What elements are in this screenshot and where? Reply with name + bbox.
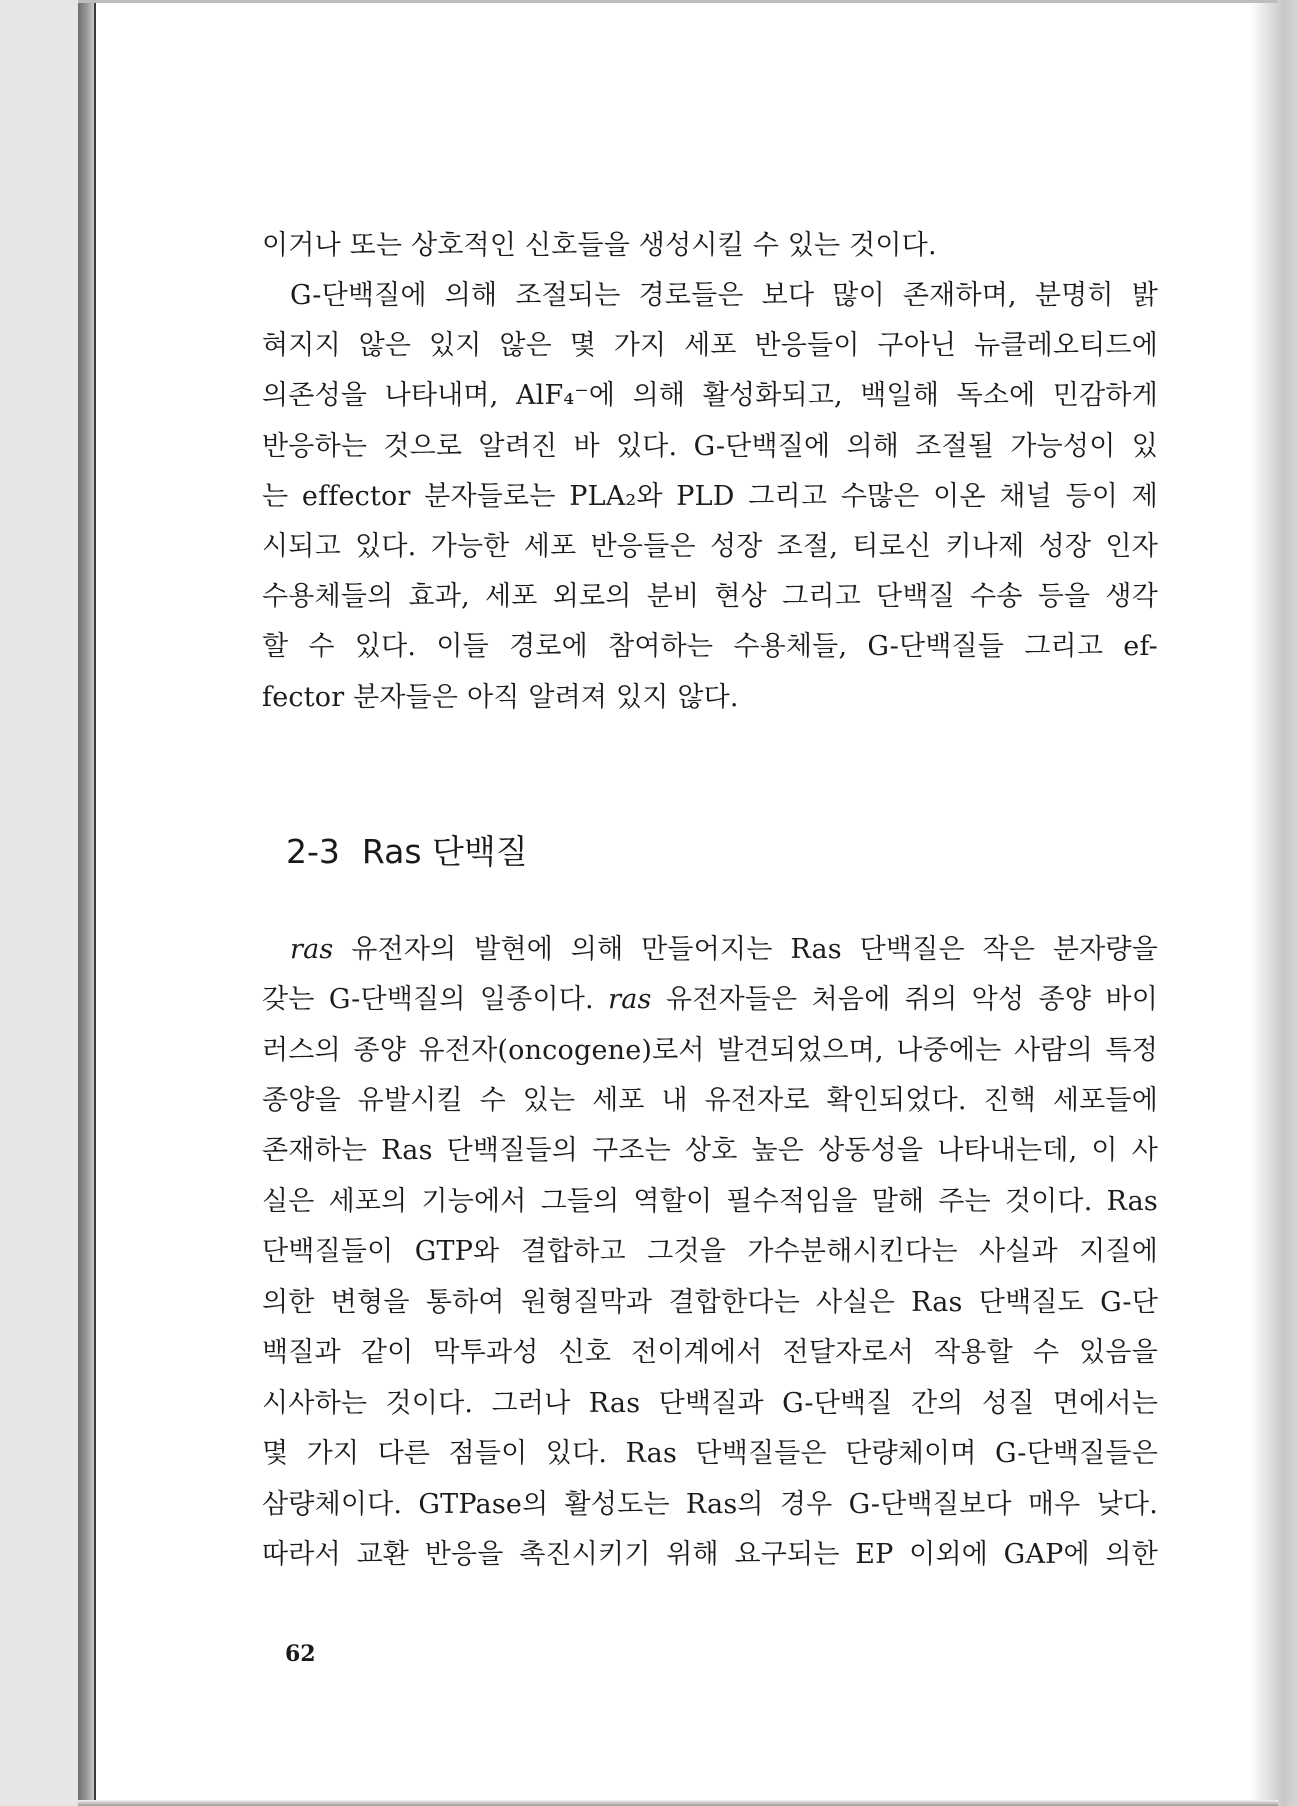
paragraph-3-line-5: 존재하는 Ras 단백질들의 구조는 상호 높은 상동성을 나타내는데, 이 사 bbox=[262, 1135, 1158, 1166]
paragraph-2-line-6: 시되고 있다. 가능한 세포 반응들은 성장 조절, 티로신 키나제 성장 인자 bbox=[262, 531, 1158, 562]
paragraph-3-line-2 bbox=[262, 978, 1158, 1022]
paragraph-3-line-2-text: 유전자들은 처음에 쥐의 악성 종양 바이 bbox=[651, 984, 1158, 1015]
paragraph-3-line-8: 의한 변형을 통하여 원형질막과 결합한다는 사실은 Ras 단백질도 G-단 bbox=[262, 1287, 1158, 1318]
paragraph-3-line-2-start: 갖는 G-단백질의 일종이다. bbox=[262, 984, 609, 1015]
paragraph-3-line-7: 단백질들이 GTP와 결합하고 그것을 가수분해시킨다는 사실과 지질에 bbox=[262, 1236, 1158, 1267]
bottom-page-edge bbox=[78, 1800, 1278, 1806]
paragraph-3-line-6: 실은 세포의 기능에서 그들의 역할이 필수적임을 말해 주는 것이다. Ras bbox=[262, 1186, 1158, 1217]
page-number: 62 bbox=[285, 1641, 316, 1667]
paragraph-3-line-4: 종양을 유발시킬 수 있는 세포 내 유전자로 확인되었다. 진핵 세포들에 bbox=[262, 1085, 1158, 1116]
paragraph-3-line-11: 몇 가지 다른 점들이 있다. Ras 단백질들은 단량체이며 G-단백질들은 bbox=[262, 1438, 1158, 1469]
paragraph-2-line-8: 할 수 있다. 이들 경로에 참여하는 수용체들, G-단백질들 그리고 ef- bbox=[262, 631, 1158, 662]
paragraph-3-line-3: 러스의 종양 유전자(oncogene)로서 발견되었으며, 나중에는 사람의 특정 bbox=[262, 1035, 1158, 1066]
paragraph-3-line-10: 시사하는 것이다. 그러나 Ras 단백질과 G-단백질 간의 성질 면에서는 bbox=[262, 1388, 1158, 1419]
paragraph-3-line-1 bbox=[290, 928, 1158, 972]
paragraph-3-line-12: 삼량체이다. GTPase의 활성도는 Ras의 경우 G-단백질보다 매우 낮다. bbox=[262, 1489, 1158, 1520]
paragraph-2-line-4: 반응하는 것으로 알려진 바 있다. G-단백질에 의해 조절될 가능성이 있 bbox=[262, 431, 1158, 462]
section-number: 2-3 bbox=[286, 832, 340, 871]
right-gutter-shadow bbox=[1250, 0, 1298, 1806]
paragraph-1-line-1: 이거나 또는 상호적인 신호들을 생성시킬 수 있는 것이다. bbox=[262, 230, 937, 261]
paragraph-2-line-3: 의존성을 나타내며, AlF₄⁻에 의해 활성화되고, 백일해 독소에 민감하게 bbox=[262, 380, 1158, 411]
paragraph-2-line-1: G-단백질에 의해 조절되는 경로들은 보다 많이 존재하며, 분명히 밝 bbox=[290, 280, 1158, 311]
paragraph-2-line-2: 혀지지 않은 있지 않은 몇 가지 세포 반응들이 구아닌 뉴클레오티드에 bbox=[262, 330, 1158, 361]
paragraph-3-line-9: 백질과 같이 막투과성 신호 전이계에서 전달자로서 작용할 수 있음을 bbox=[262, 1337, 1158, 1368]
paragraph-2-line-9: fector 분자들은 아직 알려져 있지 않다. bbox=[262, 682, 739, 713]
section-title: Ras 단백질 bbox=[361, 832, 528, 871]
top-page-edge bbox=[78, 0, 1278, 3]
paragraph-2-line-5: 는 effector 분자들로는 PLA₂와 PLD 그리고 수많은 이온 채널 등이 제 bbox=[262, 481, 1158, 512]
paragraph-3-line-13: 따라서 교환 반응을 촉진시키기 위해 요구되는 EP 이외에 GAP에 의한 bbox=[262, 1539, 1158, 1570]
italic-gene-name: ras bbox=[608, 984, 652, 1015]
section-heading bbox=[286, 827, 528, 877]
paragraph-2-line-7: 수용체들의 효과, 세포 외로의 분비 현상 그리고 단백질 수송 등을 생각 bbox=[262, 581, 1158, 612]
italic-gene-name: ras bbox=[290, 934, 334, 965]
paragraph-3-line-1-text: 유전자의 발현에 의해 만들어지는 Ras 단백질은 작은 분자량을 bbox=[333, 934, 1158, 965]
